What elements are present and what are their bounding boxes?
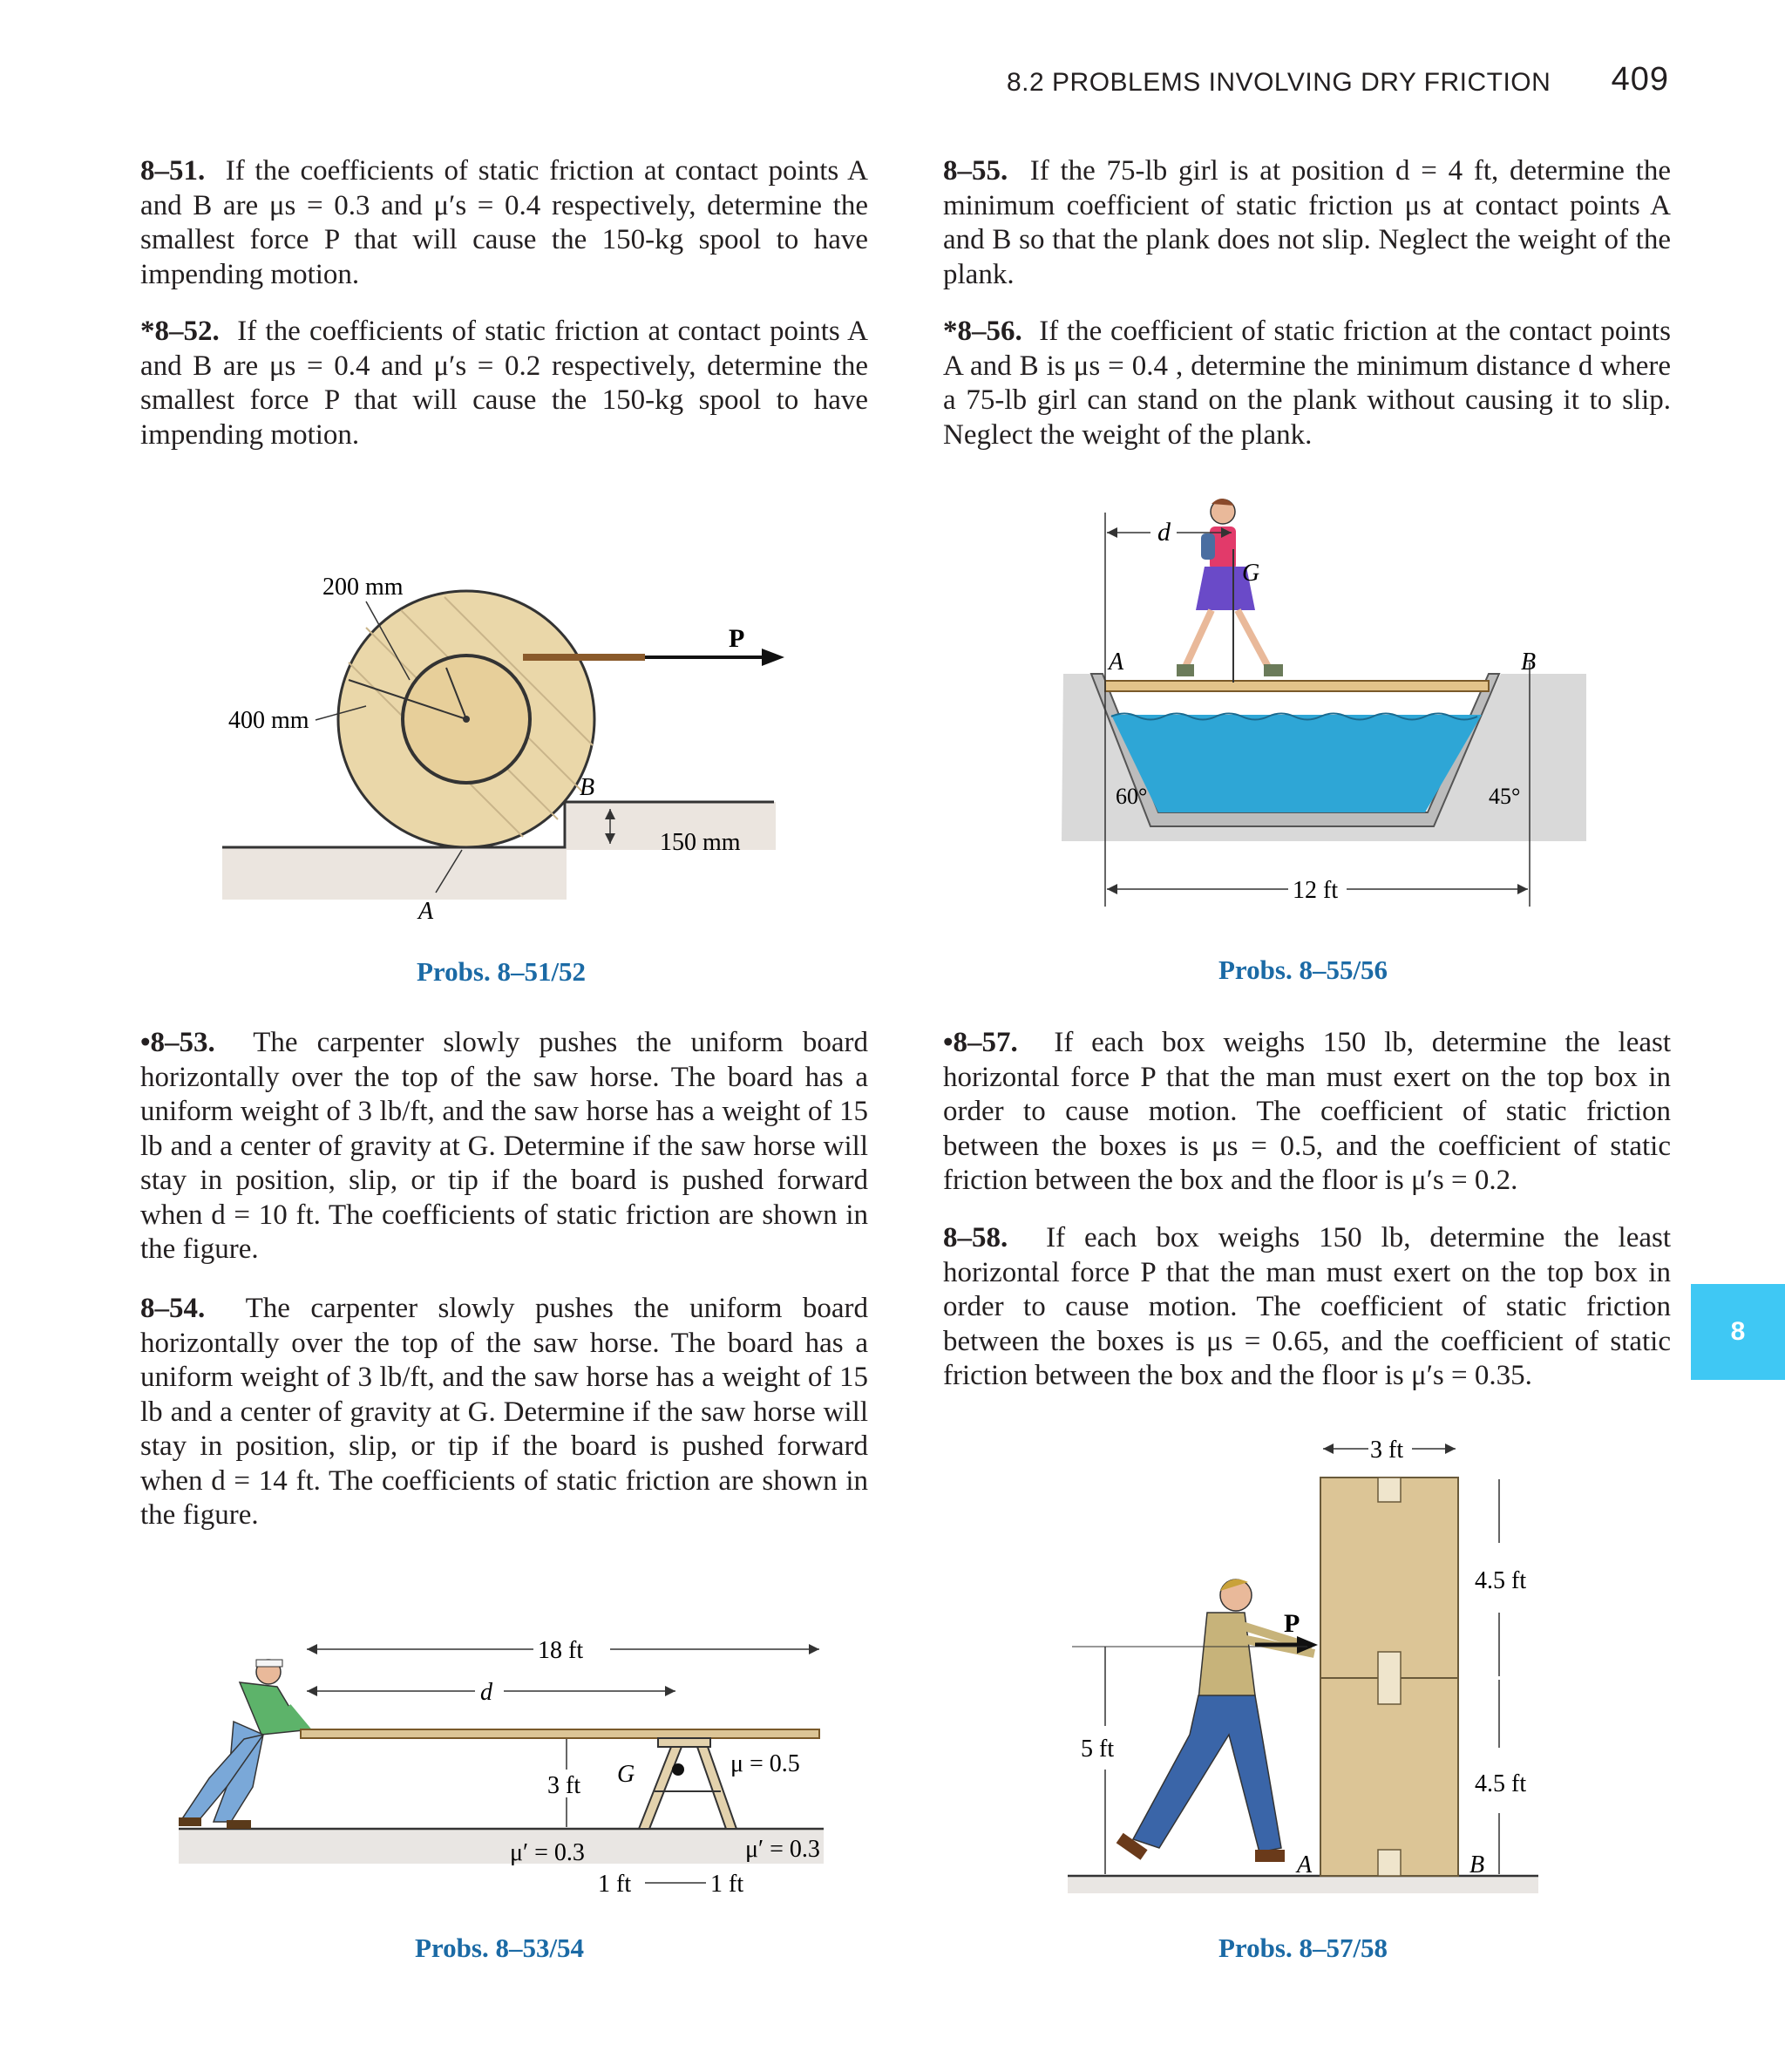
problem-8-51: [140, 154, 868, 292]
dim-400: 400 mm: [228, 707, 309, 734]
dim-45-top: 4.5 ft: [1475, 1567, 1527, 1594]
point-A-label: A: [1297, 1851, 1313, 1878]
point-B-label: B: [1521, 649, 1537, 676]
running-header: [1007, 61, 1669, 105]
problem-text: If the coefficients of static friction at contact points A and B are μs = 0.4 and μ′s = 0.2 respectively, determine the smallest force P that will cause the 150-kg spool to have impending motion.: [140, 316, 868, 451]
floor-shading: [179, 1829, 824, 1864]
dim-18-arrow-right: [809, 1644, 819, 1654]
point-B-label: B: [1469, 1851, 1485, 1878]
dim-d-arrow-right: [665, 1686, 675, 1696]
force-label: P: [1284, 1609, 1300, 1638]
problem-text: The carpenter slowly pushes the uniform board horizontally over the top of the saw horse. The board has a uniform weight of 3 lb/ft, and the saw horse has a weight of 15 lb and a center of gravity at G. Determine if the saw horse will stay in position, slip, or tip if the board is pushed forward when d = 14 ft. The coefficients of static friction are shown in the figure.: [140, 1293, 868, 1531]
dim-5ft: 5 ft: [1081, 1736, 1115, 1763]
water: [1111, 715, 1482, 812]
problem-number: *8–56.: [943, 316, 1022, 347]
dim-200: 200 mm: [322, 574, 404, 601]
caption-8-51-52: Probs. 8–51/52: [417, 956, 587, 987]
caption-8-53-54: Probs. 8–53/54: [415, 1933, 585, 1963]
G-label: G: [1242, 560, 1260, 587]
dim-1ft-left: 1 ft: [598, 1871, 632, 1898]
dim-150: 150 mm: [660, 829, 741, 856]
dim-d-arrow-left: [307, 1686, 317, 1696]
problem-8-54: [140, 1292, 868, 1533]
tape-1: [1378, 1478, 1401, 1502]
problem-text: If the coefficients of static friction at contact points A and B are μs = 0.3 and μ′s = 0.4 respectively, determine the smallest force P that will cause the 150-kg spool to have impending motion.: [140, 155, 868, 290]
center-of-gravity: [672, 1763, 684, 1776]
plank: [1105, 681, 1489, 691]
bottom-box: [1320, 1678, 1458, 1876]
d-label: d: [480, 1679, 492, 1706]
boxes-man-figure: [1063, 1425, 1551, 1900]
dim-3ft: 3 ft: [1370, 1437, 1404, 1464]
mu-prime-left: μ′ = 0.3: [510, 1839, 585, 1866]
problem-8-57: [943, 1026, 1671, 1199]
dim-3-arrow-right: [1445, 1444, 1456, 1454]
problem-8-56: [943, 315, 1671, 452]
problem-number: •8–53.: [140, 1027, 215, 1058]
dim-18: 18 ft: [538, 1637, 584, 1664]
problem-8-52: [140, 315, 868, 452]
tape-2: [1378, 1652, 1401, 1704]
ground-lower: [222, 847, 567, 900]
dim-12-arrow-right: [1517, 884, 1528, 894]
force-arrowhead: [762, 649, 784, 666]
carpenter: [179, 1660, 309, 1829]
mu-top: μ = 0.5: [730, 1750, 800, 1777]
dim-d-arrow-left: [1107, 527, 1117, 538]
dim-18-arrow-left: [307, 1644, 317, 1654]
problem-8-58: [943, 1221, 1671, 1394]
d-label: d: [1157, 518, 1171, 547]
G-label: G: [617, 1761, 635, 1788]
point-A-label: A: [1109, 649, 1124, 676]
angle-60: 60°: [1116, 784, 1148, 809]
force-label: P: [729, 624, 745, 653]
caption-8-55-56: Probs. 8–55/56: [1218, 954, 1388, 985]
tape-3: [1378, 1850, 1401, 1876]
problem-text: If the coefficient of static friction at the contact points A and B is μs = 0.4 , determine the minimum distance d where a 75-lb girl can stand on the plank without causing it to slip. Neglect the weight of the plank.: [943, 316, 1672, 451]
rope: [523, 654, 645, 661]
board: [301, 1729, 819, 1738]
carpenter-sawhorse-figure: [170, 1626, 850, 1905]
problem-8-53: [140, 1026, 868, 1267]
sawhorse: [639, 1738, 736, 1829]
dim-12: 12 ft: [1293, 877, 1339, 904]
problem-text: If each box weighs 150 lb, determine the least horizontal force P that the man must exert on the top box in order to cause motion. The coefficient of static friction between the boxes is μs = 0.65, and the coefficient of static friction between the box and the floor is μ′s = 0.35.: [943, 1222, 1671, 1391]
problem-number: 8–54.: [140, 1293, 206, 1324]
girl-plank-figure: [1011, 488, 1604, 907]
mu-prime-right: μ′ = 0.3: [745, 1836, 820, 1863]
chapter-tab: 8: [1691, 1284, 1785, 1380]
problem-number: *8–52.: [140, 316, 220, 347]
problem-text: If each box weighs 150 lb, determine the least horizontal force P that the man must exert on the top box in order to cause motion. The coefficient of static friction between the boxes is μs = 0.5, and the coefficient of static friction between the box and the floor is μ′s = 0.2.: [943, 1027, 1671, 1196]
floor-shading: [1068, 1876, 1538, 1893]
problem-number: 8–55.: [943, 155, 1008, 187]
girl: [1177, 499, 1283, 676]
problem-text: The carpenter slowly pushes the uniform board horizontally over the top of the saw horse. The board has a uniform weight of 3 lb/ft, and the saw horse has a weight of 15 lb and a center of gravity at G. Determine if the saw horse will stay in position, slip, or tip if the board is pushed forward when d = 10 ft. The coefficients of static friction are shown in the figure.: [140, 1027, 868, 1265]
spool-figure: [209, 558, 784, 933]
problem-number: •8–57.: [943, 1027, 1018, 1058]
caption-8-57-58: Probs. 8–57/58: [1218, 1933, 1388, 1963]
top-box: [1320, 1478, 1458, 1678]
page-number: 409: [1611, 61, 1669, 98]
point-A-label: A: [418, 898, 434, 925]
section-title: 8.2 PROBLEMS INVOLVING DRY FRICTION: [1007, 68, 1551, 97]
angle-45: 45°: [1489, 784, 1521, 809]
dim-1ft-right: 1 ft: [710, 1871, 744, 1898]
dim-3: 3 ft: [547, 1772, 581, 1799]
dim-45-bottom: 4.5 ft: [1475, 1770, 1527, 1797]
dim-12-arrow-left: [1107, 884, 1117, 894]
problem-number: 8–58.: [943, 1222, 1008, 1253]
problem-text: If the 75-lb girl is at position d = 4 ft, determine the minimum coefficient of static friction μs at contact points A and B so that the plank does not slip. Neglect the weight of the plank.: [943, 155, 1672, 290]
point-B-label: B: [580, 774, 595, 801]
dim-3-arrow-left: [1323, 1444, 1334, 1454]
problem-8-55: [943, 154, 1671, 292]
problem-number: 8–51.: [140, 155, 206, 187]
